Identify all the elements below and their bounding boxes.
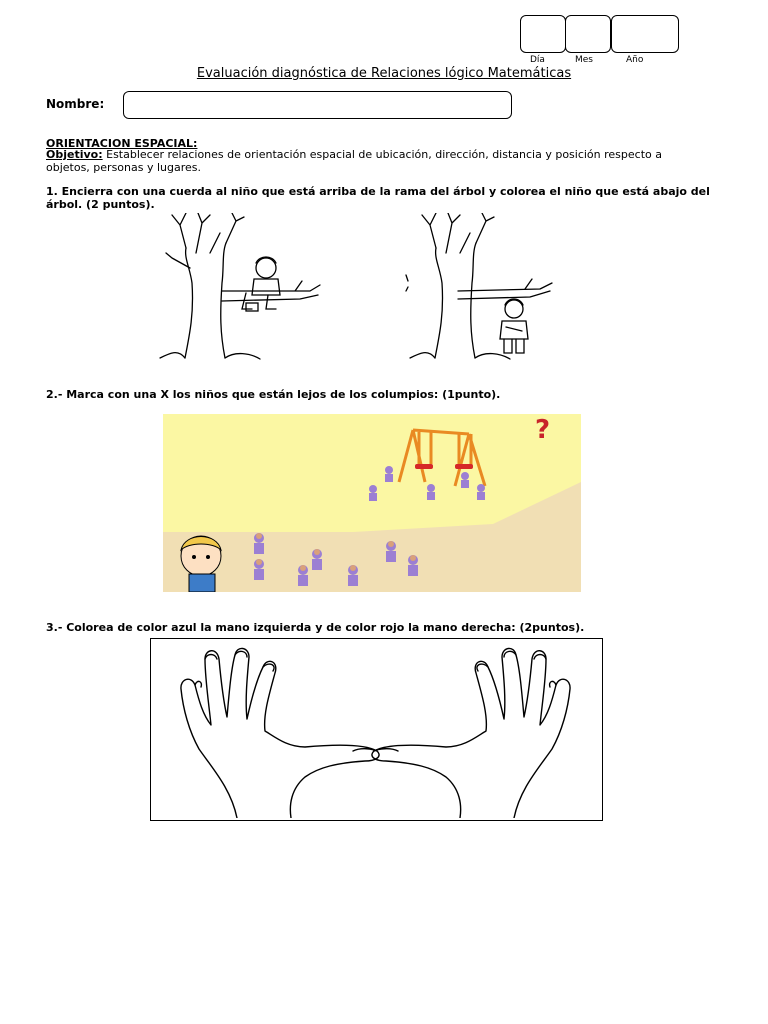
day-box[interactable] [520, 15, 566, 53]
question-3: 3.- Colorea de color azul la mano izquierda y de color rojo la mano derecha: (2puntos). [46, 621, 585, 634]
name-field[interactable] [123, 91, 512, 119]
question-1: 1. Encierra con una cuerda al niño que está arriba de la rama del árbol y colorea el niño que está abajo del árbol. (2 puntos). [46, 185, 710, 211]
section-heading: ORIENTACION ESPACIAL: [46, 137, 198, 150]
question-mark-icon: ? [535, 415, 551, 445]
month-label: Mes [575, 55, 593, 65]
tree-boy-above-illustration[interactable] [150, 213, 325, 363]
year-box[interactable] [611, 15, 679, 53]
month-box[interactable] [565, 15, 611, 53]
day-label: Día [530, 55, 545, 65]
objective-text: Establecer relaciones de orientación espacial de ubicación, dirección, distancia y posición respecto a objetos, personas y lugares. [46, 148, 662, 174]
playground-illustration[interactable] [163, 414, 581, 592]
objective [46, 148, 696, 174]
name-label: Nombre: [46, 97, 105, 111]
year-label: Año [626, 55, 644, 65]
question-2: 2.- Marca con una X los niños que están lejos de los columpios: (1punto). [46, 388, 501, 401]
page-title: Evaluación diagnóstica de Relaciones lógico Matemáticas [196, 66, 572, 81]
objective-label: Objetivo: [46, 148, 103, 161]
hands-illustration[interactable] [151, 639, 600, 818]
tree-boy-below-illustration[interactable] [400, 213, 575, 363]
